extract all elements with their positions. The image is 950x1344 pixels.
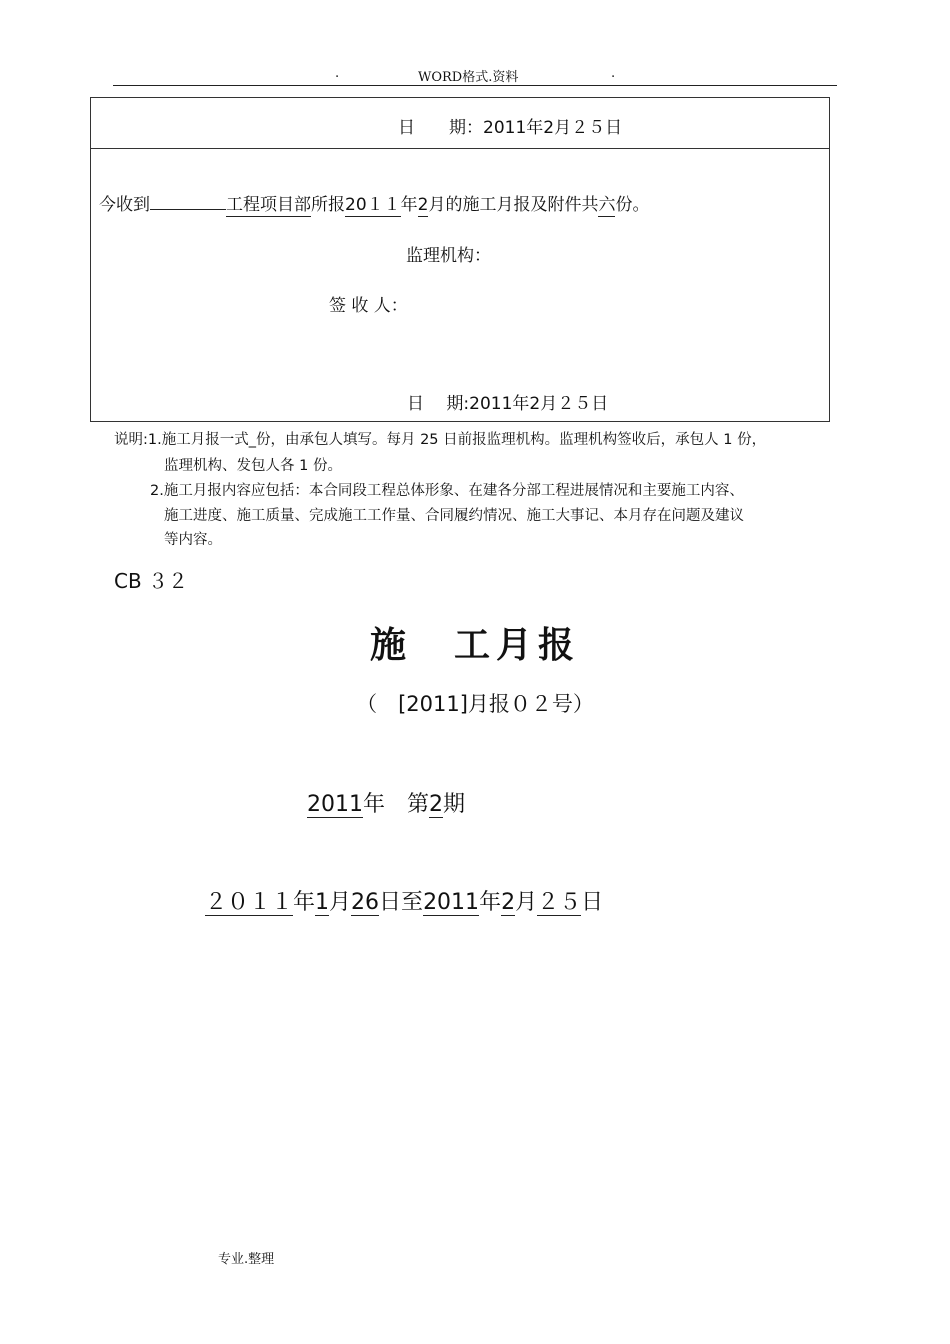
table-date-row — [91, 98, 829, 149]
report-title: 施 工月报 — [369, 625, 580, 666]
report-period: 2011年 第2期 — [307, 792, 466, 817]
form-code: CB ３２ — [114, 569, 189, 593]
note-line-4: 施工进度、施工质量、完成施工工作量、合同履约情况、施工大事记、本月存在问题及建议 — [164, 508, 744, 524]
note-line-3: 2.施工月报内容应包括：本合同段工程总体形象、在建各分部工程进展情况和主要施工内容、 — [150, 483, 744, 499]
note-line-2: 监理机构、发包人各 1 份。 — [164, 458, 342, 474]
receiver-blank — [150, 195, 226, 210]
top-date: 日 期：2011年2月２５日 — [398, 118, 623, 138]
report-number: （ [2011]月报０２号） — [356, 692, 594, 716]
page-footer: 专业.整理 — [218, 1252, 275, 1267]
project-name: 工程项目部 — [226, 195, 311, 215]
bottom-date: 日 期:2011年2月２５日 — [407, 394, 609, 414]
header-dot-left: . — [335, 66, 340, 81]
date-label: 日 期: — [407, 394, 470, 414]
report-date-range: ２０１１年1月26日至2011年2月２５日 — [205, 890, 604, 915]
receipt-sentence: 今收到 工程项目部所报20１１年2月的施工月报及附件共六份。 — [99, 195, 650, 215]
note-line-5: 等内容。 — [164, 532, 222, 548]
org-label: 监理机构： — [406, 246, 491, 266]
header-rule — [113, 85, 837, 86]
note-line-1: 说明:1.施工月报一式_份，由承包人填写。每月 25 日前报监理机构。监理机构签收后，承包人 1 份， — [114, 432, 767, 448]
header-title: WORD格式.资料 — [418, 70, 519, 85]
date-label: 日 期： — [398, 118, 483, 138]
signer-label: 签 收 人： — [329, 296, 408, 316]
header-dot-right: . — [611, 66, 616, 81]
receipt-table — [90, 97, 830, 422]
